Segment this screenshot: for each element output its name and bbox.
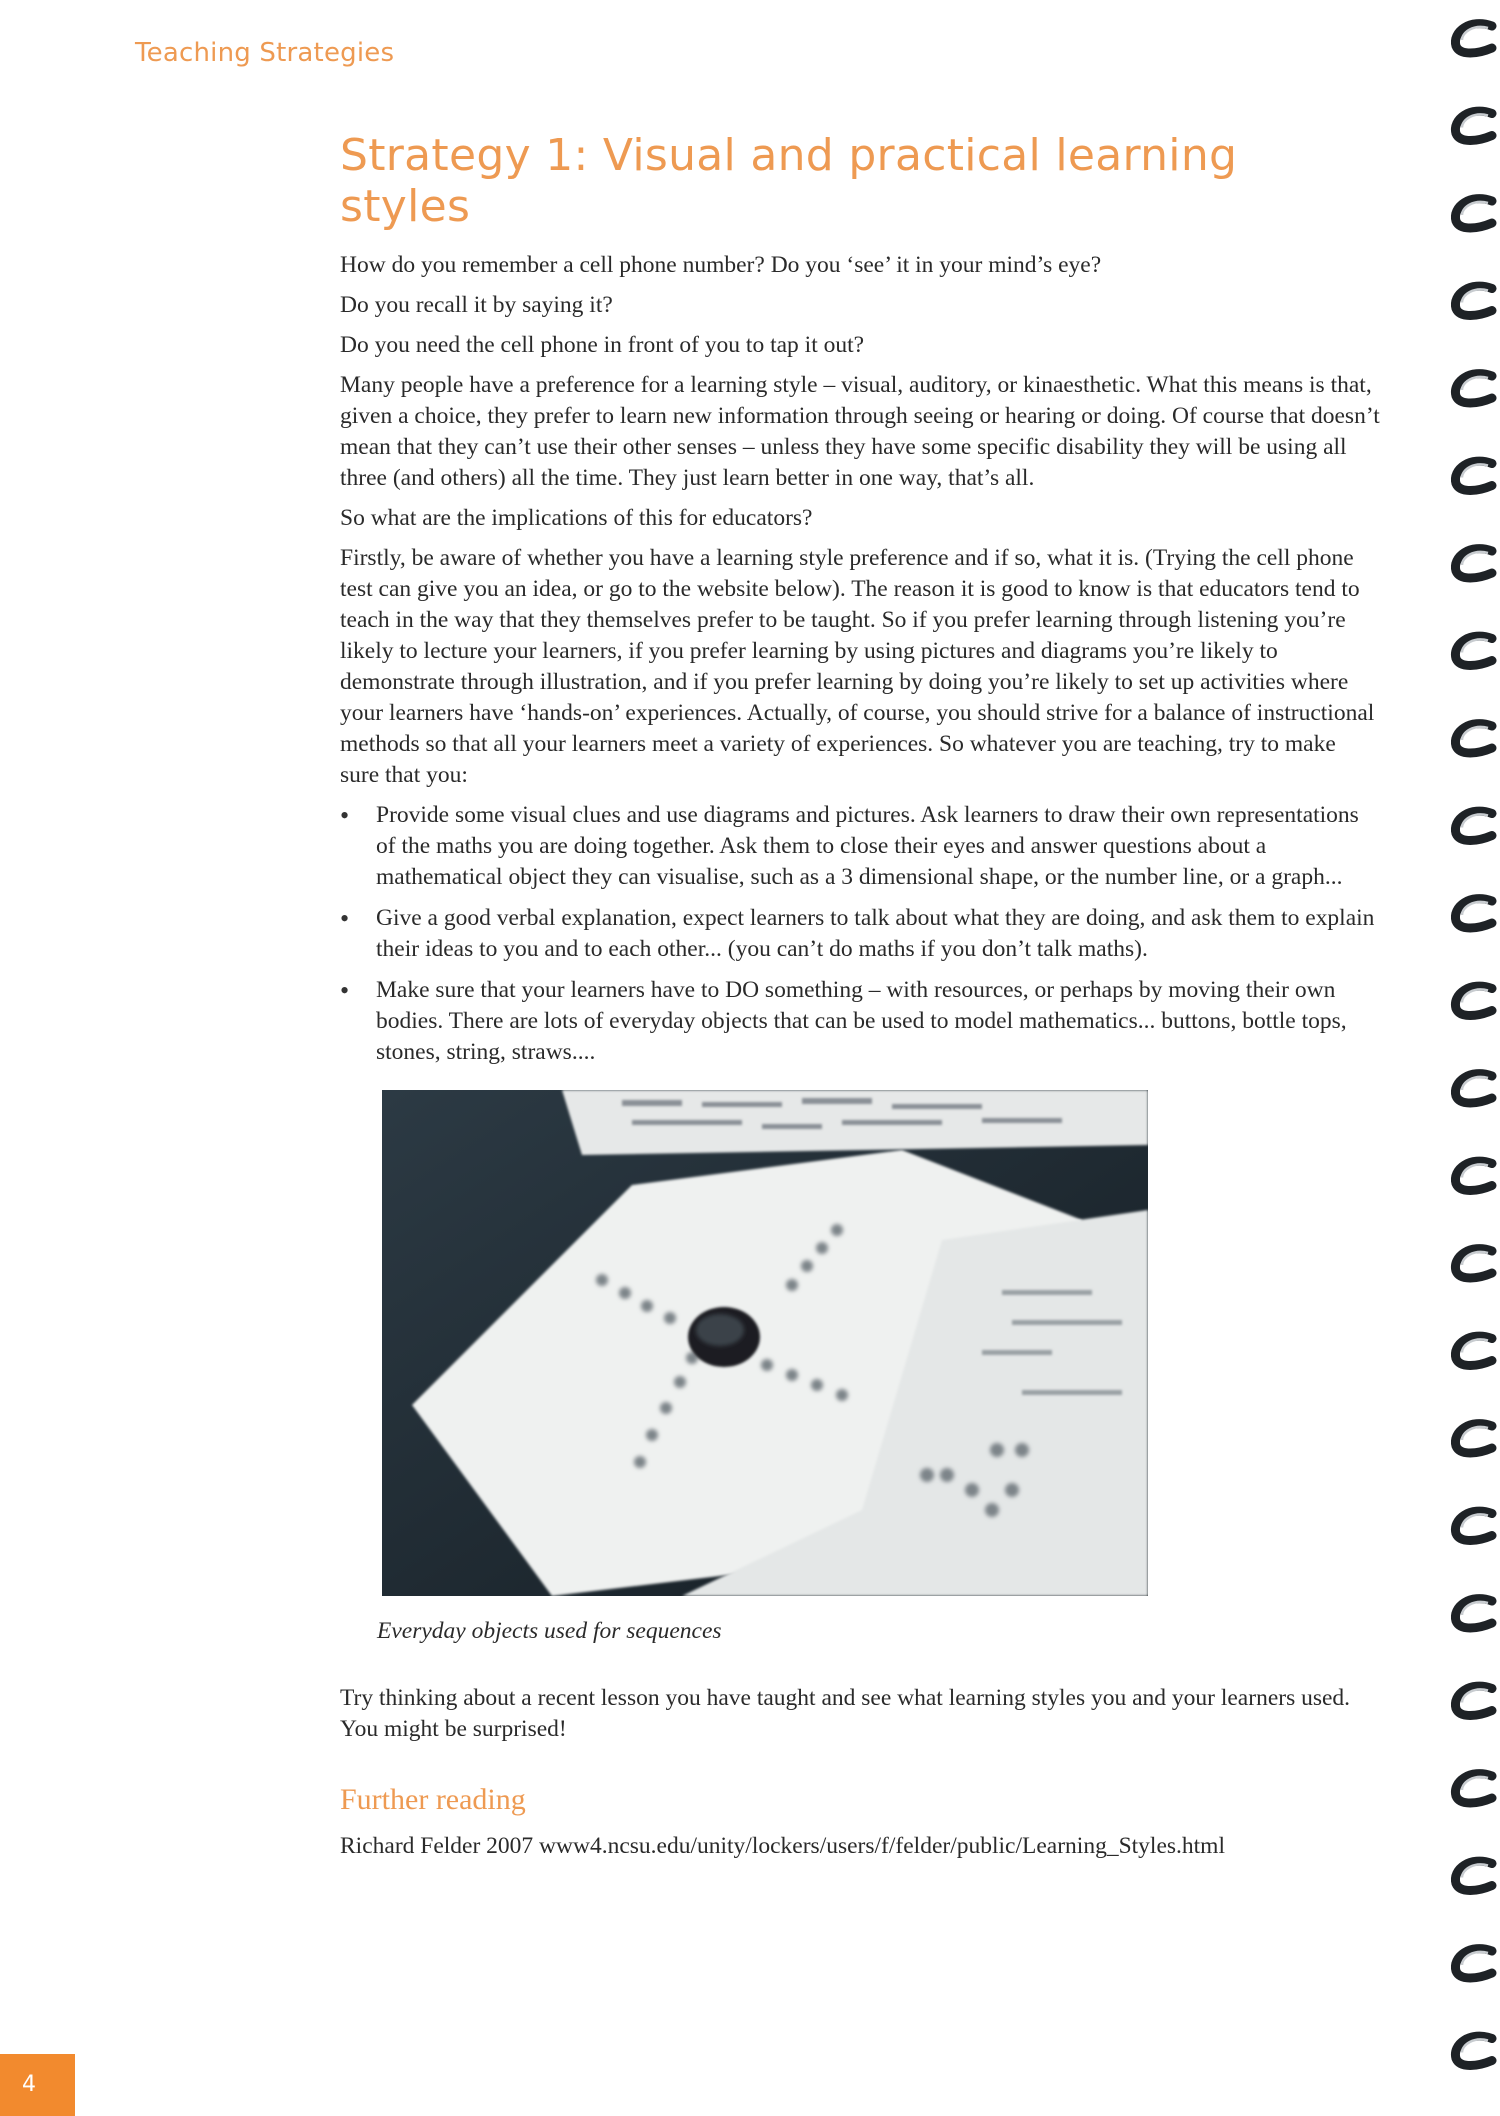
list-item: • Make sure that your learners have to DO something – with resources, or perhaps by moving their own bodies. There are lots of everyday objects that can be used to model mathematics... buttons, bottle tops, stones, string, straws....: [340, 975, 1380, 1068]
list-item: • Give a good verbal explanation, expect learners to talk about what they are doing, and ask them to explain their ideas to you and to each other... (you can’t do maths if you don’t talk maths).: [340, 903, 1380, 965]
paragraph: How do you remember a cell phone number? Do you ‘see’ it in your mind’s eye?: [340, 252, 1102, 278]
figure-caption: Everyday objects used for sequences: [377, 1618, 722, 1644]
spiral-binding: [1430, 0, 1500, 2116]
paragraph: So what are the implications of this for educators?: [340, 505, 813, 531]
paragraph: Do you need the cell phone in front of you to tap it out?: [340, 332, 865, 358]
closing-paragraph: Try thinking about a recent lesson you have taught and see what learning styles you and your learners used. You might be surprised!: [340, 1685, 1351, 1742]
page-number: 4: [22, 2072, 36, 2097]
paragraph: Do you recall it by saying it?: [340, 292, 613, 318]
paragraph: Firstly, be aware of whether you have a learning style preference and if so, what it is. (Trying the cell phone test can give you an idea, or go to the website below). The reason it is good to know is that educators tend to teach in the way that they themselves prefer to be taught. So if you prefer learning through listening you’re likely to lecture your learners, if you prefer learning by using pictures and diagrams you’re likely to demonstrate through illustration, and if you prefer learning by doing you’re likely to set up activities where your learners have ‘hands-on’ experiences. Actually, of course, you should strive for a balance of instructional methods so that all your learners meet a variety of experiences. So whatever you are teaching, try to make sure that you:: [340, 545, 1375, 788]
sequence-photo-drawing: [382, 1090, 1148, 1596]
further-reading-heading: Further reading: [340, 1783, 526, 1816]
strategy-list: [340, 800, 1380, 1068]
sequence-photo: [382, 1090, 1148, 1596]
paragraph: Many people have a preference for a learning style – visual, auditory, or kinaesthetic. What this means is that, given a choice, they prefer to learn new information through seeing or hearing or doing. Of course that doesn’t mean that they can’t use their other senses – unless they have some specific disability they will be using all three (and others) all the time. They just learn better in one way, that’s all.: [340, 372, 1380, 491]
page-title: Strategy 1: Visual and practical learning styles: [340, 130, 1238, 232]
further-reading-reference: Richard Felder 2007 www4.ncsu.edu/unity/lockers/users/f/felder/public/Learning_Styles.html: [340, 1833, 1225, 1859]
running-header: Teaching Strategies: [135, 38, 395, 68]
list-item: • Provide some visual clues and use diagrams and pictures. Ask learners to draw their own representations of the maths you are doing together. Ask them to close their eyes and answer questions about a mathematical object they can visualise, such as a 3 dimensional shape, or the number line, or a graph...: [340, 800, 1380, 893]
page-number-tab: [0, 2054, 75, 2116]
page-content: [340, 130, 1380, 1871]
